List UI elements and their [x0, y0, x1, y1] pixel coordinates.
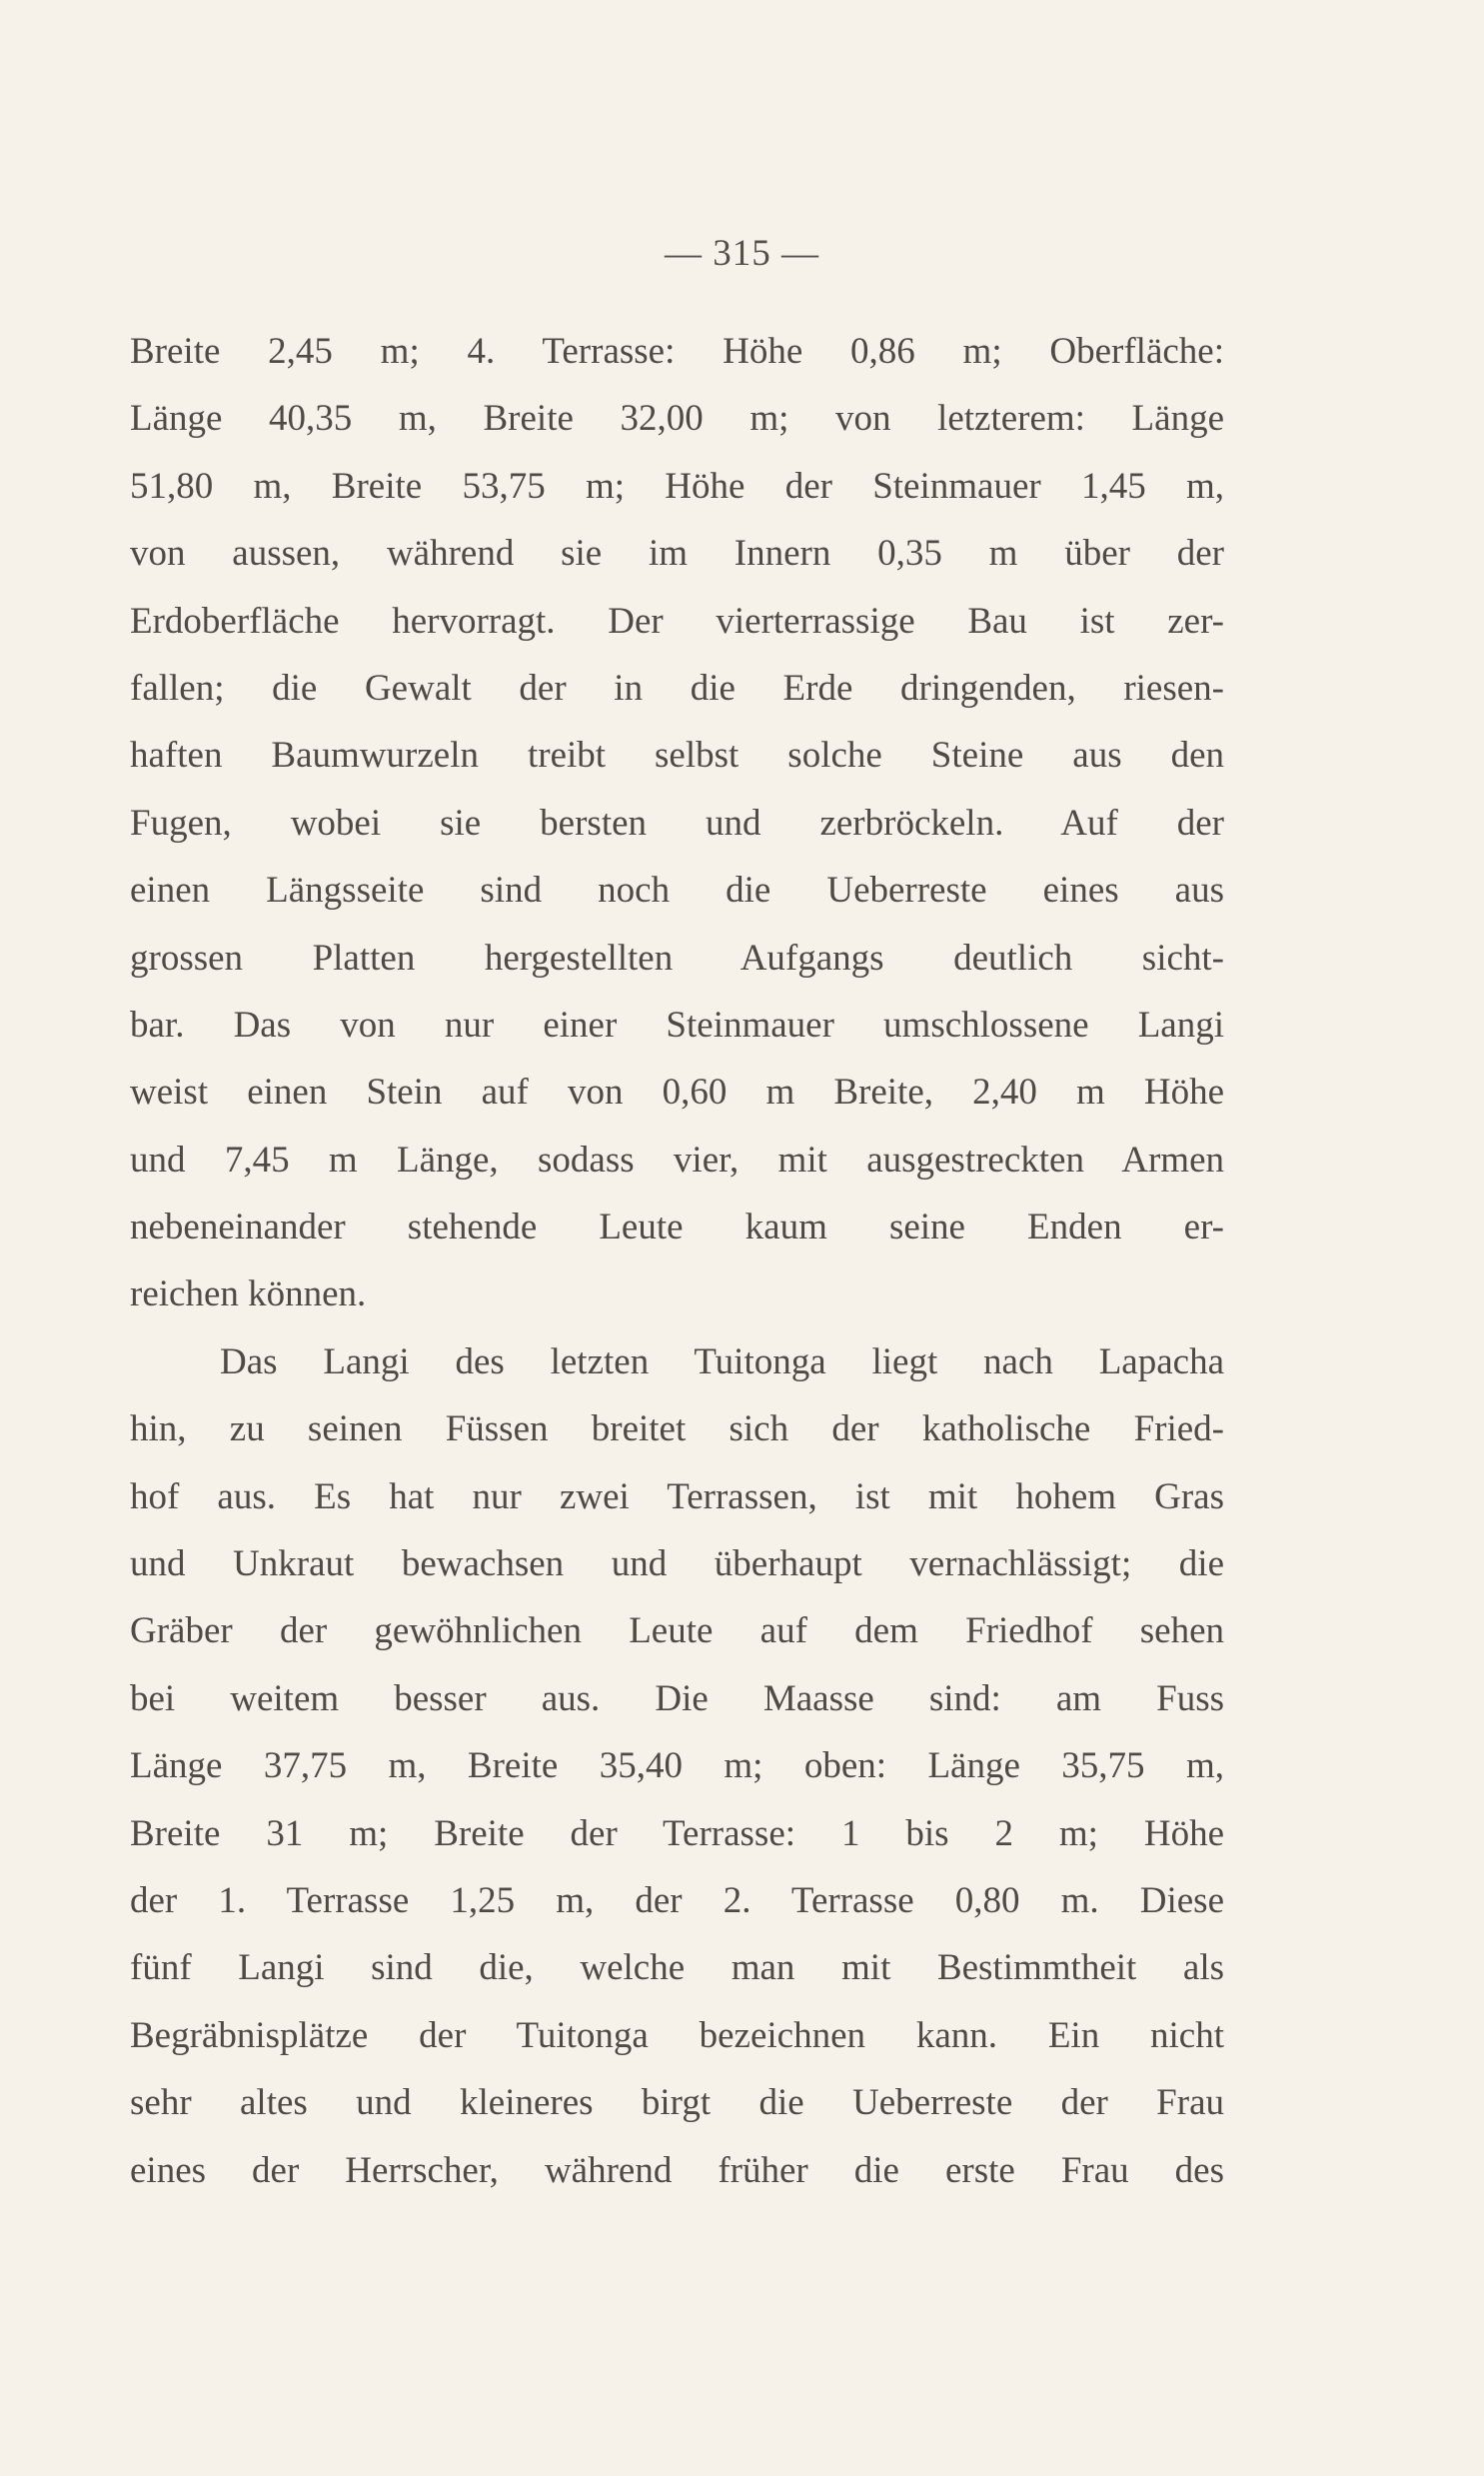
text-line: fünf Langi sind die, welche man mit Bestimmtheit als	[130, 1947, 1224, 1989]
text-line: haften Baumwurzeln treibt selbst solche Steine aus den	[130, 735, 1224, 777]
text-line: weist einen Stein auf von 0,60 m Breite, 2,40 m Höhe	[130, 1072, 1224, 1114]
text-line: Begräbnisplätze der Tuitonga bezeichnen kann. Ein nicht	[130, 2014, 1224, 2056]
text-line: 51,80 m, Breite 53,75 m; Höhe der Steinmauer 1,45 m,	[130, 465, 1224, 507]
paragraph-start-line: Das Langi des letzten Tuitonga liegt nach Lapacha	[220, 1340, 1224, 1382]
body-text	[130, 318, 1224, 2204]
text-line: Erdoberfläche hervorragt. Der vierterrassige Bau ist zer-	[130, 600, 1224, 642]
text-line: hof aus. Es hat nur zwei Terrassen, ist mit hohem Gras	[130, 1475, 1224, 1517]
text-line: hin, zu seinen Füssen breitet sich der katholische Fried-	[130, 1408, 1224, 1450]
text-line: von aussen, während sie im Innern 0,35 m über der	[130, 533, 1224, 575]
text-line: einen Längsseite sind noch die Ueberreste eines aus	[130, 870, 1224, 912]
text-line: grossen Platten hergestellten Aufgangs deutlich sicht-	[130, 937, 1224, 979]
text-line: Länge 37,75 m, Breite 35,40 m; oben: Länge 35,75 m,	[130, 1745, 1224, 1787]
text-line: der 1. Terrasse 1,25 m, der 2. Terrasse 0,80 m. Diese	[130, 1879, 1224, 1921]
text-line: Breite 2,45 m; 4. Terrasse: Höhe 0,86 m; Oberfläche:	[130, 331, 1224, 372]
text-line: eines der Herrscher, während früher die erste Frau des	[130, 2149, 1224, 2191]
text-line: Fugen, wobei sie bersten und zerbröckeln. Auf der	[130, 802, 1224, 844]
text-line: fallen; die Gewalt der in die Erde dringenden, riesen-	[130, 667, 1224, 709]
text-line: Gräber der gewöhnlichen Leute auf dem Friedhof sehen	[130, 1610, 1224, 1652]
paragraph-end-line: reichen können.	[130, 1273, 367, 1315]
text-line: nebeneinander stehende Leute kaum seine Enden er-	[130, 1207, 1224, 1248]
text-line: bei weitem besser aus. Die Maasse sind: am Fuss	[130, 1677, 1224, 1719]
text-line: Breite 31 m; Breite der Terrasse: 1 bis 2 m; Höhe	[130, 1812, 1224, 1854]
text-line: und 7,45 m Länge, sodass vier, mit ausgestreckten Armen	[130, 1139, 1224, 1181]
page-number: — 315 —	[665, 233, 819, 274]
text-line: und Unkraut bewachsen und überhaupt vernachlässigt; die	[130, 1543, 1224, 1585]
text-line: sehr altes und kleineres birgt die Ueberreste der Frau	[130, 2082, 1224, 2124]
text-line: Länge 40,35 m, Breite 32,00 m; von letzterem: Länge	[130, 398, 1224, 440]
text-line: bar. Das von nur einer Steinmauer umschlossene Langi	[130, 1004, 1224, 1046]
